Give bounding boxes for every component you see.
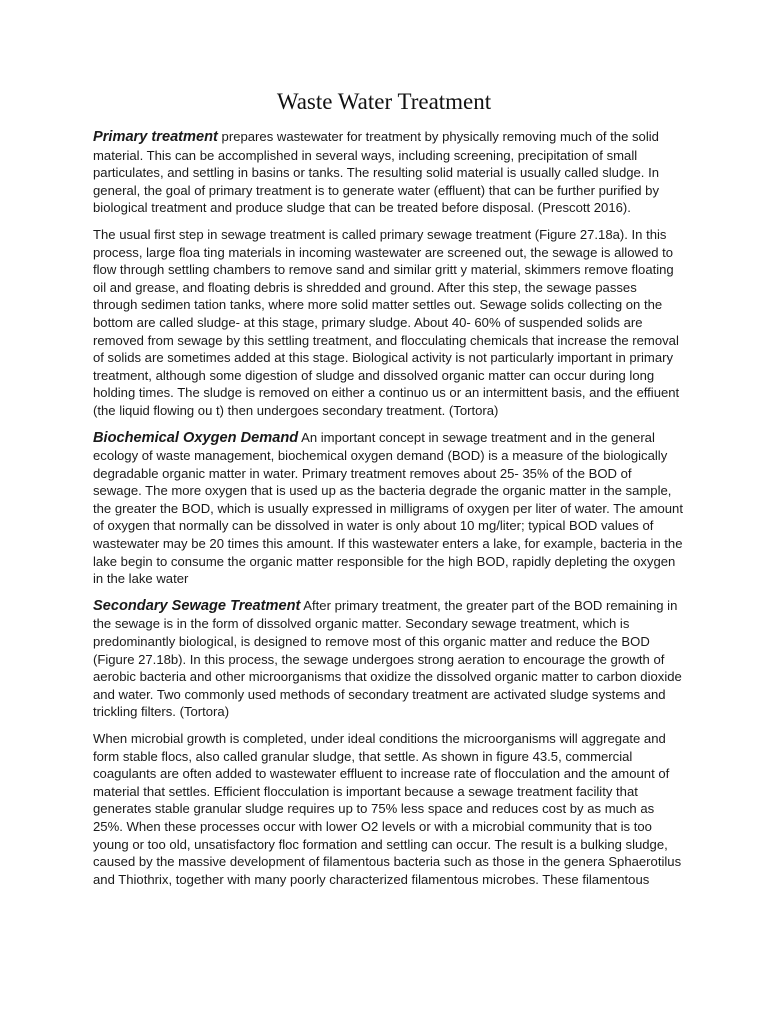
paragraph-text: After primary treatment, the greater part of the BOD remaining in the sewage is in the form of dissolved organic matter. Secondary sewage treatment, which is predominantly biological, is designed to remove most of this organic matter and reduce the BOD (Figure 27.18b). In this process, the sewage undergoes strong aeration to encourage the growth of aerobic bacteria and other microorganisms that oxidize the dissolved organic matter to carbon dioxide and water. Two commonly used methods of secondary treatment are activated sludge systems and trickling filters. (Tortora) (93, 597, 682, 720)
paragraph-bod (93, 429, 683, 588)
paragraph-primary-sewage-treatment (93, 226, 683, 420)
paragraph-text: The usual first step in sewage treatment is called primary sewage treatment (Figure 27.18a). In this process, large floa ting materials in incoming wastewater are screened out, the sewage is allowed to flow through settling chambers to remove sand and similar gritt y material, skimmers remove floating oil and grease, and floating debris is shredded and ground. After this step, the sewage passes through sedimen tation tanks, where more solid matter settles out. Sewage solids collecting on the bottom are called sludge- at this stage, primary sludge. About 40- 60% of suspended solids are removed from sewage by this settling treatment, and flocculating chemicals that increase the removal of solids are sometimes added at this stage. Biological activity is not particularly important in primary treatment, although some digestion of sludge and dissolved organic matter can occur during long holding times. The sludge is removed on either a continuo us or an intermittent basis, and the effiuent (the liquid flowing ou t) then undergoes secondary treatment. (Tortora) (93, 226, 680, 418)
paragraph-heading: Secondary Sewage Treatment (93, 597, 301, 614)
document-title: Waste Water Treatment (276, 89, 492, 114)
paragraph-secondary-sewage-treatment (93, 597, 683, 721)
paragraph-primary-treatment (93, 128, 683, 217)
document-body (93, 128, 683, 897)
paragraph-heading: Primary treatment (93, 129, 218, 145)
paragraph-flocculation (93, 730, 683, 888)
paragraph-text: An important concept in sewage treatment and in the general ecology of waste management, biochemical oxygen demand (BOD) is a measure of the biologically degradable organic matter in water. Primary treatment removes about 25- 35% of the BOD of sewage. The more oxygen that is used up as the bacteria degrade the organic matter in the sample, the greater the BOD, which is usually expressed in milligrams of oxygen per liter of water. The amount of oxygen that normally can be dissolved in water is only about 10 mg/liter; typical BOD values of wastewater may be 20 times this amount. If this wastewater enters a lake, for example, bacteria in the lake begin to consume the organic matter responsible for the high BOD, rapidly depleting the oxygen in the lake water (93, 429, 683, 587)
paragraph-text: When microbial growth is completed, under ideal conditions the microorganisms will aggregate and form stable flocs, also called granular sludge, that settle. As shown in figure 43.5, commercial coagulants are often added to wastewater effluent to increase rate of flocculation and the amount of material that settles. Efficient flocculation is important because a sewage treatment facility that generates stable granular sludge requires up to 75% less space and reduces cost by as much as 25%. When these processes occur with lower O2 levels or with a microbial community that is too young or too old, unsatisfactory floc formation and settling can occur. The result is a bulking sludge, caused by the massive development of filamentous bacteria such as those in the genera Sphaerotilus and Thiothrix, together with many poorly characterized filamentous microbes. These filamentous (93, 731, 682, 887)
paragraph-heading: Biochemical Oxygen Demand (93, 429, 299, 446)
paragraph-text: prepares wastewater for treatment by physically removing much of the solid material. This can be accomplished in several ways, including screening, precipitation of small particulates, and settling in basins or tanks. The resulting solid material is usually called sludge. In general, the goal of primary treatment is to generate water (effluent) that can be further purified by biological treatment and produce sludge that can be treated before disposal. (Prescott 2016). (93, 129, 660, 216)
